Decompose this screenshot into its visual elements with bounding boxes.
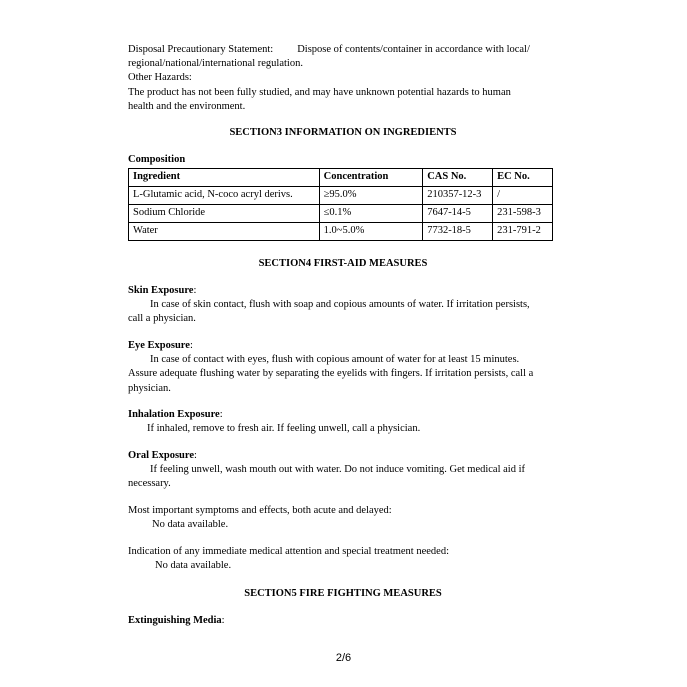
symptoms-block [128,504,558,532]
other-hazards-line: health and the environment. [128,100,246,112]
disposal-statement [128,43,558,114]
composition-label: Composition [128,154,186,165]
column-header: EC No. [493,169,553,187]
other-hazards-line: The product has not been fully studied, and may have unknown potential hazards to human [128,86,511,98]
indication-label: Indication of any immediate medical attention and special treatment needed: [128,546,449,557]
indication-block [128,545,558,573]
eye-exposure-text: In case of contact with eyes, flush with copious amount of water for at least 15 minutes. [150,354,520,366]
ingredients-table [128,168,553,241]
table-header-row [129,169,553,187]
table-cell: 7647-14-5 [423,205,493,223]
extinguishing-media-row: Extinguishing Media: [128,615,225,626]
table-row [129,205,553,223]
oral-exposure-text: necessary. [128,478,171,490]
page-number: 2/6 [335,652,352,664]
skin-exposure-block: Skin Exposure: In case of skin contact, flush with soap and copious amounts of water. If irritation persists, call a physician. [128,284,558,327]
column-header: Concentration [319,169,423,187]
column-header: Ingredient [129,169,320,187]
eye-exposure-text: physician. [128,382,171,394]
inhalation-exposure-block: Inhalation Exposure: If inhaled, remove to fresh air. If feeling unwell, call a physician. [128,408,558,436]
inhalation-exposure-label: Inhalation Exposure [128,409,220,420]
other-hazards-label: Other Hazards: [128,72,192,84]
oral-exposure-label: Oral Exposure [128,450,195,461]
table-cell: 1.0~5.0% [319,223,423,241]
eye-exposure-label: Eye Exposure [128,340,190,351]
eye-exposure-block: Eye Exposure: In case of contact with eyes, flush with copious amount of water for at least 15 minutes. Assure adequate flushing water by separating the eyelids with fingers. If irritation persists, call a physician. [128,339,558,396]
inhalation-exposure-text: If inhaled, remove to fresh air. If feeling unwell, call a physician. [147,423,421,435]
disposal-text-cont: regional/national/international regulation. [128,58,303,70]
table-cell: 7732-18-5 [423,223,493,241]
table-row [129,187,553,205]
table-cell: ≥95.0% [319,187,423,205]
table-cell: 231-791-2 [493,223,553,241]
indication-text: No data available. [155,560,232,572]
symptoms-label: Most important symptoms and effects, both acute and delayed: [128,505,392,516]
section4-title: SECTION4 FIRST-AID MEASURES [258,258,428,269]
column-header: CAS No. [423,169,493,187]
table-cell: L-Glutamic acid, N-coco acryl derivs. [129,187,320,205]
disposal-text: Dispose of contents/container in accordance with local/ [297,44,530,55]
table-cell: ≤0.1% [319,205,423,223]
table-cell: / [493,187,553,205]
extinguishing-media-label: Extinguishing Media [128,615,222,626]
disposal-label: Disposal Precautionary Statement: [128,44,274,55]
skin-exposure-label: Skin Exposure [128,285,194,296]
table-cell: Water [129,223,320,241]
symptoms-text: No data available. [152,519,229,531]
skin-exposure-text: call a physician. [128,313,196,325]
table-row [129,223,553,241]
table-cell: 231-598-3 [493,205,553,223]
skin-exposure-text: In case of skin contact, flush with soap and copious amounts of water. If irritation persists, [150,299,530,311]
oral-exposure-text: If feeling unwell, wash mouth out with water. Do not induce vomiting. Get medical aid if [150,464,526,476]
table-cell: 210357-12-3 [423,187,493,205]
eye-exposure-text: Assure adequate flushing water by separating the eyelids with fingers. If irritation persists, call a [128,368,534,380]
section5-title: SECTION5 FIRE FIGHTING MEASURES [244,588,442,599]
oral-exposure-block: Oral Exposure: If feeling unwell, wash mouth out with water. Do not induce vomiting. Get medical aid if necessary. [128,449,558,492]
table-cell: Sodium Chloride [129,205,320,223]
section3-title: SECTION3 INFORMATION ON INGREDIENTS [229,127,457,138]
